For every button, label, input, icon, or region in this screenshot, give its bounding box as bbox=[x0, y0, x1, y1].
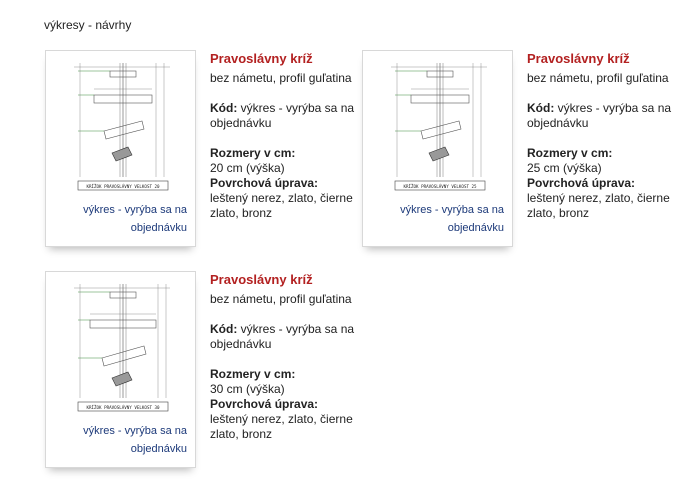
dimensions-label: Rozmery v cm: bbox=[210, 146, 296, 160]
code-value: výkres - vyrýba sa na objednávku bbox=[527, 101, 672, 130]
drawing-caption: KRÍŽOK PRAVOSLÁVNY VELKOST 20 bbox=[86, 184, 160, 189]
cross-technical-drawing bbox=[70, 280, 176, 424]
code-label: Kód: bbox=[210, 101, 238, 115]
product-code bbox=[527, 101, 692, 131]
finish-label: Povrchová úprava: bbox=[210, 397, 319, 411]
dimensions-label: Rozmery v cm: bbox=[527, 146, 613, 160]
product-card bbox=[45, 50, 375, 260]
product-dimensions bbox=[210, 146, 375, 221]
finish-label: Povrchová úprava: bbox=[527, 176, 636, 190]
product-subtitle: bez námetu, profil guľatina bbox=[210, 292, 352, 306]
dimensions-label: Rozmery v cm: bbox=[210, 367, 296, 381]
product-code bbox=[210, 101, 375, 131]
product-subtitle: bez námetu, profil guľatina bbox=[210, 71, 352, 85]
drawing-caption: KRÍŽOK PRAVOSLÁVNY VELKOST 30 bbox=[86, 405, 160, 410]
product-title[interactable]: Pravoslávny kríž bbox=[527, 51, 630, 66]
code-value: výkres - vyrýba sa na objednávku bbox=[210, 101, 355, 130]
product-info bbox=[210, 50, 375, 221]
thumbnail-link[interactable]: výkres - vyrýba sa na objednávku bbox=[83, 204, 187, 234]
product-thumbnail[interactable] bbox=[45, 271, 196, 468]
dimensions-value: 25 cm (výška) bbox=[527, 161, 602, 175]
cross-drawing bbox=[70, 280, 176, 424]
product-thumbnail[interactable] bbox=[362, 50, 513, 247]
product-info bbox=[527, 50, 692, 221]
drawing-caption: KRÍŽOK PRAVOSLÁVNY VELKOST 25 bbox=[403, 184, 477, 189]
product-code bbox=[210, 322, 375, 352]
finish-value: leštený nerez, zlato, čierne zlato, bronz bbox=[210, 412, 353, 441]
product-dimensions bbox=[527, 146, 692, 221]
cross-technical-drawing bbox=[387, 59, 493, 203]
product-title[interactable]: Pravoslávny kríž bbox=[210, 272, 313, 287]
code-label: Kód: bbox=[527, 101, 555, 115]
product-dimensions bbox=[210, 367, 375, 442]
product-thumbnail[interactable] bbox=[45, 50, 196, 247]
product-card bbox=[362, 50, 692, 260]
finish-value: leštený nerez, zlato, čierne zlato, bronz bbox=[527, 191, 670, 220]
cross-drawing bbox=[387, 59, 493, 203]
dimensions-value: 20 cm (výška) bbox=[210, 161, 285, 175]
finish-value: leštený nerez, zlato, čierne zlato, bronz bbox=[210, 191, 353, 220]
dimensions-value: 30 cm (výška) bbox=[210, 382, 285, 396]
thumbnail-link[interactable]: výkres - vyrýba sa na objednávku bbox=[400, 204, 504, 234]
code-label: Kód: bbox=[210, 322, 238, 336]
product-subtitle: bez námetu, profil guľatina bbox=[527, 71, 669, 85]
cross-drawing bbox=[70, 59, 176, 203]
product-card bbox=[45, 271, 375, 481]
code-value: výkres - vyrýba sa na objednávku bbox=[210, 322, 355, 351]
cross-technical-drawing bbox=[70, 59, 176, 203]
section-title: výkresy - návrhy bbox=[44, 18, 132, 32]
finish-label: Povrchová úprava: bbox=[210, 176, 319, 190]
product-title[interactable]: Pravoslávny kríž bbox=[210, 51, 313, 66]
thumbnail-link[interactable]: výkres - vyrýba sa na objednávku bbox=[83, 425, 187, 455]
product-info bbox=[210, 271, 375, 442]
